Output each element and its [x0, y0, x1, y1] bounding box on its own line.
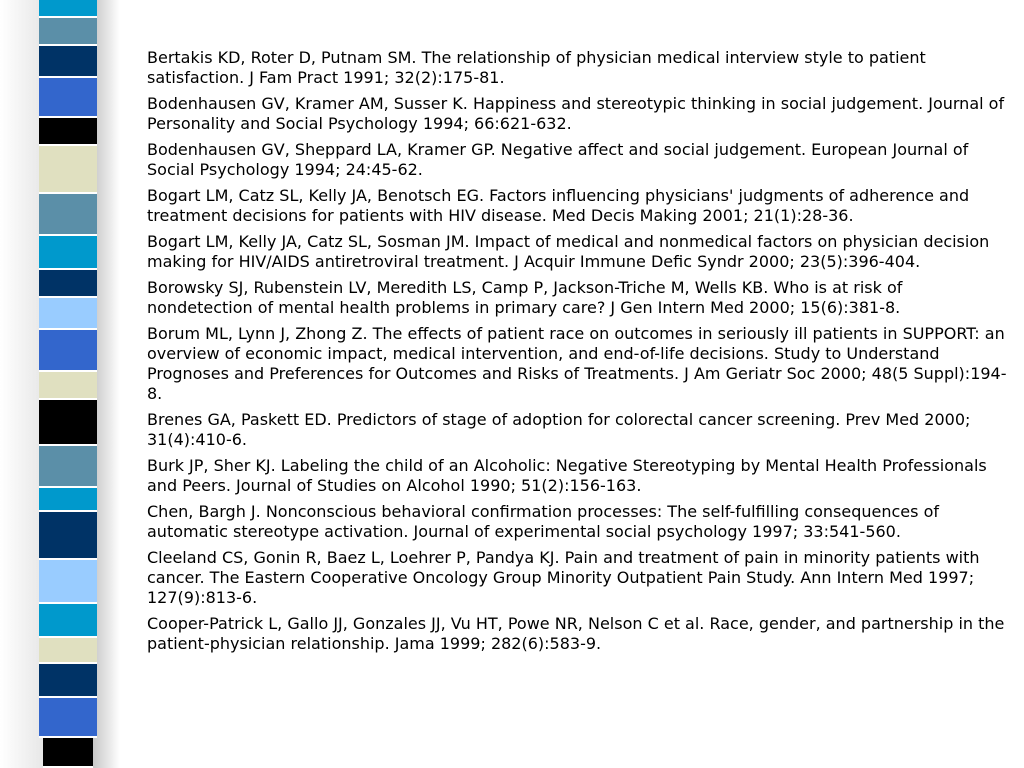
reference-item: Bodenhausen GV, Sheppard LA, Kramer GP. Negative affect and social judgement. European Journal of Social Psychology 1994; 24:45-62.	[147, 140, 969, 179]
stripe-segment	[39, 298, 97, 330]
reference-item: Burk JP, Sher KJ. Labeling the child of an Alcoholic: Negative Stereotyping by Mental Health Professionals and Peers. Journal of Studies on Alcohol 1990; 51(2):156-163.	[147, 456, 987, 495]
reference-item: Cleeland CS, Gonin R, Baez L, Loehrer P, Pandya KJ. Pain and treatment of pain in minority patients with cancer. The Eastern Cooperative Oncology Group Minority Outpatient Pain Study. Ann Intern Med 1997; 127(9):813-6.	[147, 548, 980, 607]
reference-item: Bogart LM, Catz SL, Kelly JA, Benotsch EG. Factors influencing physicians' judgments of adherence and treatment decisions for patients with HIV disease. Med Decis Making 2001; 21(1):28-36.	[147, 186, 970, 225]
stripe-segment	[39, 488, 97, 512]
reference-item: Borowsky SJ, Rubenstein LV, Meredith LS, Camp P, Jackson-Triche M, Wells KB. Who is at risk of nondetection of mental health problems in primary care? J Gen Intern Med 2000; 15(6):381-8.	[147, 278, 903, 317]
stripe-segment	[39, 236, 97, 270]
stripe-segment	[39, 146, 97, 194]
stripe-segment	[39, 698, 97, 738]
reference-item: Bodenhausen GV, Kramer AM, Susser K. Happiness and stereotypic thinking in social judgement. Journal of Personality and Social Psychology 1994; 66:621-632.	[147, 94, 1005, 133]
decorative-stripe-bar	[39, 0, 97, 768]
stripe-segment	[43, 738, 93, 768]
stripe-segment	[39, 270, 97, 298]
stripe-segment	[39, 664, 97, 698]
reference-item: Bertakis KD, Roter D, Putnam SM. The relationship of physician medical interview style to patient satisfaction. J Fam Pract 1991; 32(2):175-81.	[147, 48, 926, 87]
reference-item: Chen, Bargh J. Nonconscious behavioral confirmation processes: The self-fulfilling consequences of automatic stereotype activation. Journal of experimental social psychology 1997; 33:541-560.	[147, 502, 939, 541]
stripe-segment	[39, 560, 97, 604]
reference-item: Borum ML, Lynn J, Zhong Z. The effects of patient race on outcomes in seriously ill patients in SUPPORT: an overview of economic impact, medical intervention, and end-of-life decisions. Study to Understand Prognoses and Preferences for Outcomes and Risks of Treatments. J Am Geriatr Soc 2000; 48(5 Suppl):194-8.	[147, 324, 1007, 403]
stripe-segment	[39, 46, 97, 78]
reference-item: Bogart LM, Kelly JA, Catz SL, Sosman JM. Impact of medical and nonmedical factors on physician decision making for HIV/AIDS antiretroviral treatment. J Acquir Immune Defic Syndr 2000; 23(5):396-404.	[147, 232, 990, 271]
stripe-segment	[39, 604, 97, 638]
reference-item: Brenes GA, Paskett ED. Predictors of stage of adoption for colorectal cancer screening. Prev Med 2000; 31(4):410-6.	[147, 410, 971, 449]
stripe-segment	[39, 330, 97, 372]
stripe-segment	[39, 446, 97, 488]
stripe-segment	[39, 0, 97, 18]
stripe-segment	[39, 512, 97, 560]
stripe-segment	[39, 372, 97, 400]
reference-list	[147, 48, 1013, 660]
stripe-segment	[39, 78, 97, 118]
stripe-segment	[39, 118, 97, 146]
stripe-segment	[39, 18, 97, 46]
stripe-segment	[39, 400, 97, 446]
reference-item: Cooper-Patrick L, Gallo JJ, Gonzales JJ, Vu HT, Powe NR, Nelson C et al. Race, gender, and partnership in the patient-physician relationship. Jama 1999; 282(6):583-9.	[147, 614, 1005, 653]
stripe-segment	[39, 194, 97, 236]
stripe-segment	[39, 638, 97, 664]
